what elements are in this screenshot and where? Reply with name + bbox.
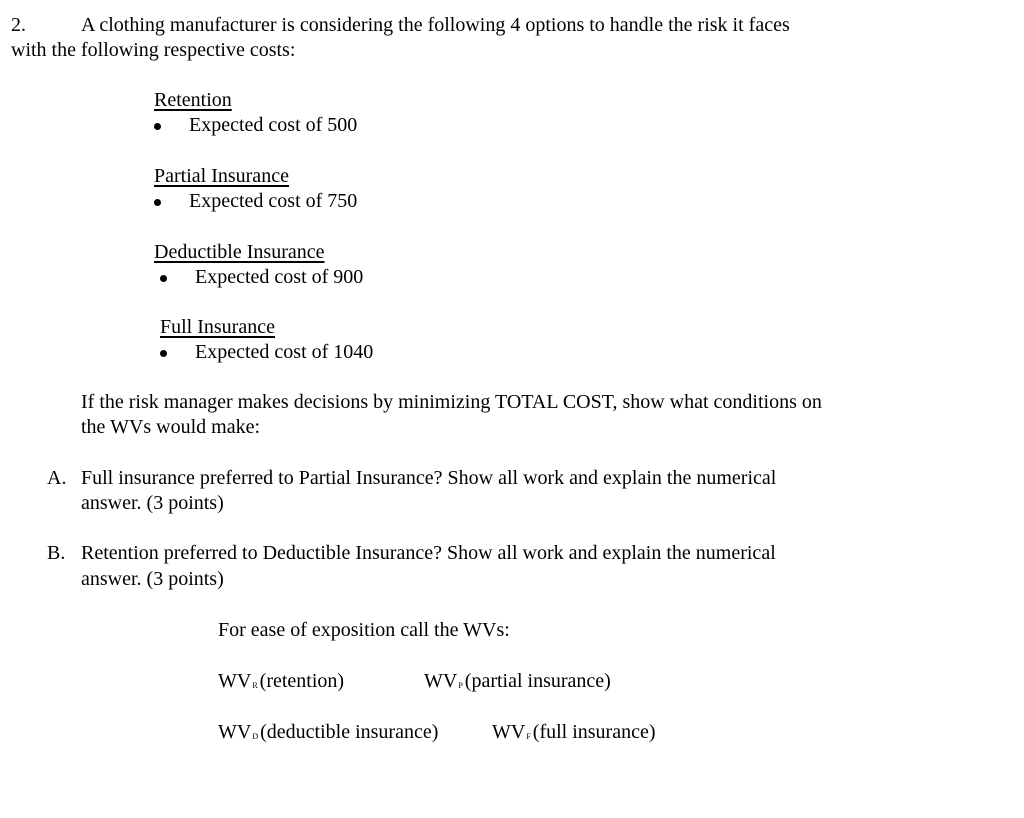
- option-partial-title: Partial Insurance: [154, 165, 289, 187]
- option-deductible-title: Deductible Insurance: [154, 241, 325, 263]
- wv-subscript: P: [458, 681, 463, 690]
- notation-wv-deductible: [218, 721, 438, 744]
- option-retention-title: Retention: [154, 89, 232, 111]
- wv-subscript: D: [252, 732, 259, 741]
- notation-intro: For ease of exposition call the WVs:: [218, 619, 510, 641]
- part-b-letter: B.: [47, 542, 66, 564]
- wv-base: WV: [218, 721, 252, 743]
- question-intro-line1: A clothing manufacturer is considering the following 4 options to handle the risk it faces: [81, 14, 790, 36]
- option-full-title: Full Insurance: [160, 316, 275, 338]
- prompt-line2: the WVs would make:: [81, 416, 261, 438]
- bullet-icon: [154, 199, 161, 206]
- wv-base: WV: [492, 721, 526, 743]
- option-retention-cost: Expected cost of 500: [189, 114, 358, 136]
- prompt-line1: If the risk manager makes decisions by minimizing TOTAL COST, show what conditions on: [81, 391, 822, 413]
- bullet-icon: [160, 350, 167, 357]
- wv-label: (retention): [259, 670, 345, 692]
- notation-wv-partial: [424, 670, 611, 693]
- option-full-cost: Expected cost of 1040: [195, 341, 374, 363]
- question-intro-line2: with the following respective costs:: [11, 39, 296, 61]
- part-a-letter: A.: [47, 467, 67, 489]
- wv-label: (partial insurance): [464, 670, 611, 692]
- part-a-line2: answer. (3 points): [81, 492, 224, 514]
- wv-base: WV: [424, 670, 458, 692]
- option-partial-cost: Expected cost of 750: [189, 190, 358, 212]
- bullet-icon: [160, 275, 167, 282]
- wv-base: WV: [218, 670, 252, 692]
- bullet-icon: [154, 123, 161, 130]
- notation-wv-retention: [218, 670, 344, 693]
- wv-label: (deductible insurance): [260, 721, 439, 743]
- question-number: 2.: [11, 14, 26, 36]
- option-deductible-cost: Expected cost of 900: [195, 266, 364, 288]
- wv-label: (full insurance): [532, 721, 656, 743]
- part-b-line1: Retention preferred to Deductible Insurance? Show all work and explain the numerical: [81, 542, 776, 564]
- part-b-line2: answer. (3 points): [81, 568, 224, 590]
- wv-subscript: R: [252, 681, 258, 690]
- wv-subscript: F: [526, 732, 531, 741]
- part-a-line1: Full insurance preferred to Partial Insurance? Show all work and explain the numerical: [81, 467, 777, 489]
- notation-wv-full: [492, 721, 656, 744]
